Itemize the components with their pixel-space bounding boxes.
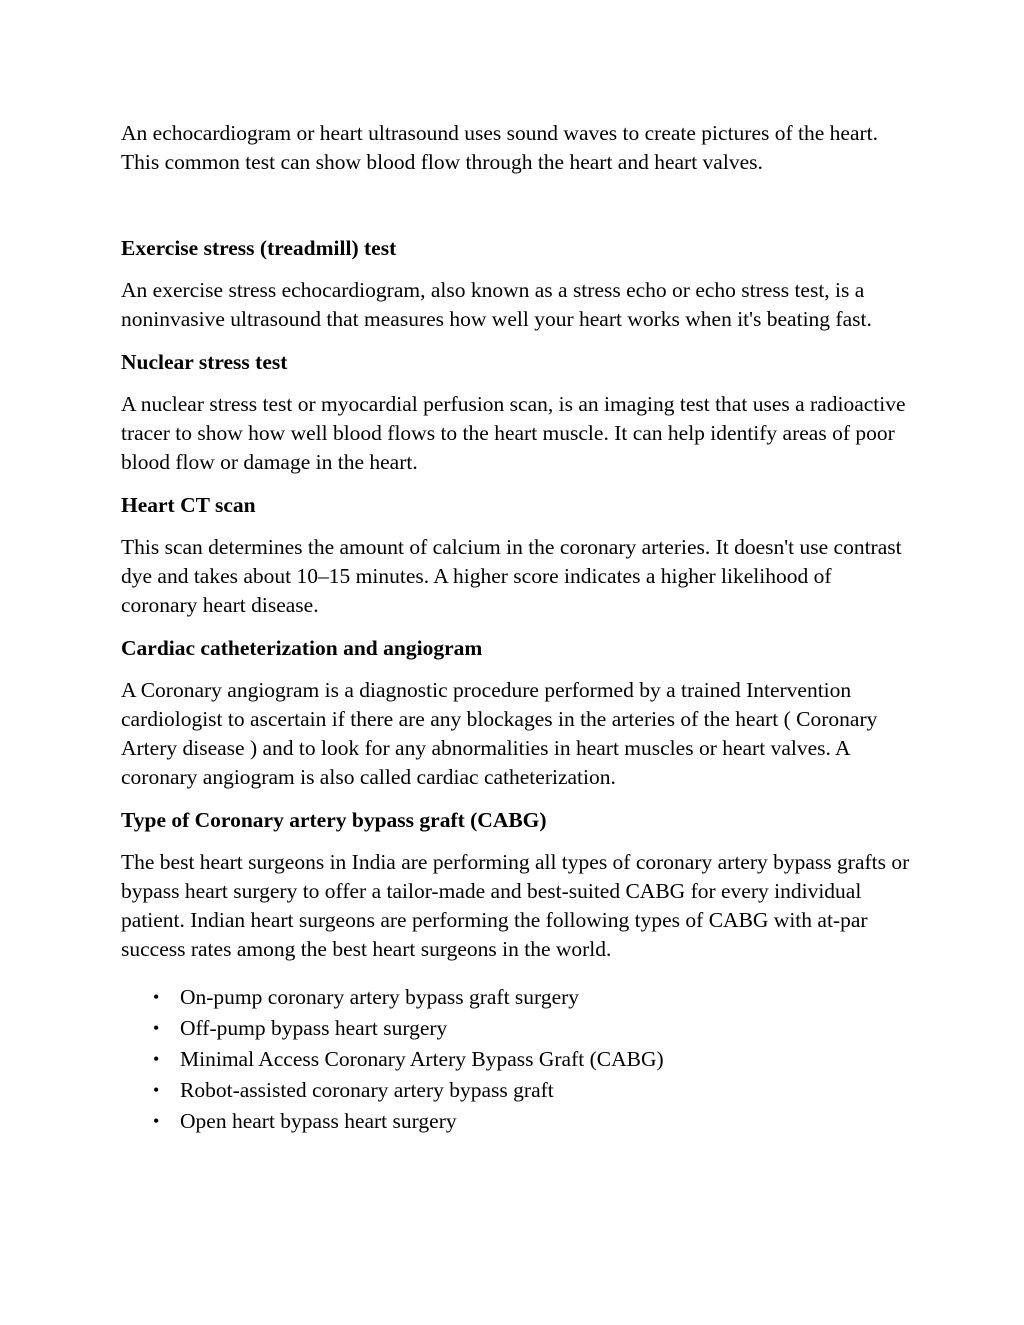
section-heading: Type of Coronary artery bypass graft (CABG) xyxy=(121,808,547,832)
section-cabg-types xyxy=(121,806,911,964)
section-heading: Exercise stress (treadmill) test xyxy=(121,236,397,260)
list-item-text: Minimal Access Coronary Artery Bypass Graft (CABG) xyxy=(180,1047,664,1071)
list-item xyxy=(121,1013,911,1044)
section-exercise-stress-test xyxy=(121,234,911,334)
section-heading: Heart CT scan xyxy=(121,493,256,517)
section-heart-ct-scan xyxy=(121,491,911,620)
cabg-types-list xyxy=(121,982,911,1137)
bullet-icon: • xyxy=(153,1111,160,1131)
section-heading: Cardiac catheterization and angiogram xyxy=(121,636,483,660)
document-page xyxy=(121,119,911,1137)
list-item xyxy=(121,1106,911,1137)
list-item xyxy=(121,1044,911,1075)
bullet-icon: • xyxy=(153,987,160,1007)
list-item-text: Off-pump bypass heart surgery xyxy=(180,1016,448,1040)
list-item xyxy=(121,982,911,1013)
section-heading: Nuclear stress test xyxy=(121,350,288,374)
section-cardiac-catheterization xyxy=(121,634,911,792)
list-item xyxy=(121,1075,911,1106)
bullet-icon: • xyxy=(153,1080,160,1100)
section-body: An exercise stress echocardiogram, also known as a stress echo or echo stress test, is a noninvasive ultrasound that measures how well your heart works when it's beating fast. xyxy=(121,278,872,331)
bullet-icon: • xyxy=(153,1018,160,1038)
bullet-icon: • xyxy=(153,1049,160,1069)
section-body: The best heart surgeons in India are performing all types of coronary artery bypass grafts or bypass heart surgery to offer a tailor-made and best-suited CABG for every individual patient. Indian heart surgeons are performing the following types of CABG with at-par success rates among the best heart surgeons in the world. xyxy=(121,850,910,961)
list-item-text: Robot-assisted coronary artery bypass graft xyxy=(180,1078,554,1102)
section-nuclear-stress-test xyxy=(121,348,911,477)
section-body: This scan determines the amount of calcium in the coronary arteries. It doesn't use contrast dye and takes about 10–15 minutes. A higher score indicates a higher likelihood of coronary heart disease. xyxy=(121,535,902,617)
list-item-text: Open heart bypass heart surgery xyxy=(180,1109,457,1133)
section-body: A nuclear stress test or myocardial perfusion scan, is an imaging test that uses a radioactive tracer to show how well blood flows to the heart muscle. It can help identify areas of poor blood flow or damage in the heart. xyxy=(121,392,906,474)
intro-paragraph: An echocardiogram or heart ultrasound uses sound waves to create pictures of the heart. This common test can show blood flow through the heart and heart valves. xyxy=(121,121,879,174)
section-body: A Coronary angiogram is a diagnostic procedure performed by a trained Intervention cardiologist to ascertain if there are any blockages in the arteries of the heart ( Coronary Artery disease ) and to look for any abnormalities in heart muscles or heart valves. A coronary angiogram is also called cardiac catheterization. xyxy=(121,678,878,789)
list-item-text: On-pump coronary artery bypass graft surgery xyxy=(180,985,580,1009)
